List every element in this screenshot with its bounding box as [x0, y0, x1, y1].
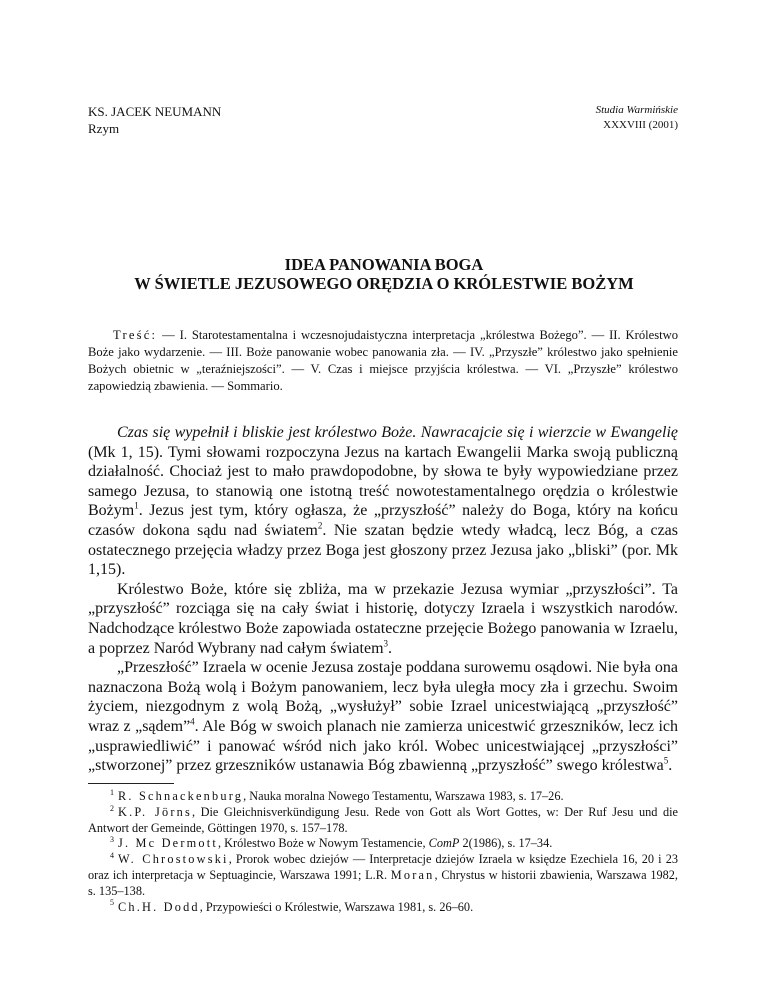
paragraph-3: „Przeszłość” Izraela w ocenie Jezusa zostaje poddana surowemu osądowi. Nie była ona naznaczona Bożą wolą i Bożym panowaniem, lecz była uległa mocy zła i grzechu. Swoim życiem, niezgodnym z wolą Bożą, „wysłużył” sobie Izrael unicestwiającą „przyszłość” wraz z „sądem”$^4$. Ale Bóg w swoich planach nie zamierza unicestwić grzeszników, lecz ich „usprawiedliwić” i panować wśród nich jako król. Wobec unicestwiającej „przyszłości” „stworzonej” przez grzeszników ustanawia Bóg zbawienną „przyszłość” swego królestwa$^5$. — [88, 659, 678, 775]
footnote-divider — [88, 783, 174, 784]
opening-quote: Czas się wypełnił i bliskie jest królestwo Boże. Nawracajcie się i wierzcie w Ewangelię — [117, 424, 678, 441]
journal-name: Studia Warmińskie — [595, 104, 678, 116]
footnotes — [88, 789, 678, 915]
footnote-ref-4: 4 — [190, 716, 195, 727]
author-name: KS. JACEK NEUMANN — [88, 104, 222, 119]
contents-label: Treść: — [113, 328, 158, 342]
footnote-ref-2: 2 — [317, 520, 323, 531]
contents-text: — I. Starotestamentalna i wczesnojudaistyczna interpretacja „królestwa Bożego”. — II. Królestwo Boże jako wydarzenie. — III. Boże panowanie wobec panowania zła. — IV. „Przyszłe” królestwo jako spełnienie Bożych obietnic w „teraźniejszości”. — V. Czas i miejsce przyjścia królestwa. — VI. „Przyszłe” królestwo zapowiedzią zbawienia. — Sommario. — [88, 328, 678, 393]
footnote-2: $^2$ K.P. Jörns, Die Gleichnisverkündigung Jesu. Rede von Gott als Wort Gottes, w: Der Ruf Jesu und die Antwort der Gemeinde, Göttingen 1970, s. 157–178. — [88, 803, 678, 835]
paragraph-2: Królestwo Boże, które się zbliża, ma w przekazie Jezusa wymiar „przyszłości”. Ta „przyszłość” rozciąga się na cały świat i historię, dotyczy Izraela i wszystkich narodów. Nadchodzące królestwo Boże zapowiada ostateczne przejęcie Bożego panowania w Izraelu, a poprzez Naród Wybrany nad całym światem$^3$. — [88, 580, 678, 657]
header-left — [88, 103, 221, 137]
article-body — [88, 423, 678, 776]
footnote-4: $^4$ W. Chrostowski, Prorok wobec dziejów — Interpretacje dziejów Izraela w księdze Ezechiela 16, 20 i 23 oraz ich interpretacja w Septuagincie, Warszawa 1991; L.R. Moran, Chrystus w historii zbawienia, Warszawa 1982, s. 135–138. — [88, 851, 678, 898]
footnote-ref-1: 1 — [134, 501, 139, 512]
header-right — [596, 103, 678, 133]
title-line-2: W ŚWIETLE JEZUSOWEGO ORĘDZIA O KRÓLESTWIE BOŻYM — [134, 274, 634, 293]
footnote-ref-5: 5 — [663, 755, 669, 766]
article-title — [60, 255, 708, 293]
table-of-contents — [88, 327, 678, 395]
footnote-1: $^1$ R. Schnackenburg, Nauka moralna Nowego Testamentu, Warszawa 1983, s. 17–26. — [110, 787, 564, 803]
journal-volume: XXXVIII (2001) — [603, 119, 678, 131]
footnote-ref-3: 3 — [383, 638, 389, 649]
paragraph-1: Czas się wypełnił i bliskie jest królestwo Boże. Nawracajcie się i wierzcie w Ewangelię (Mk 1, 15). Tymi słowami rozpoczyna Jezus na kartach Ewangelii Marka swoją publiczną działalność. Chociaż jest to mało prawdopodobne, by słowa te były wypowiedziane przez samego Jezusa, to stanowią one istotną treść nowotestamentalnego orędzia o królestwie Bożym$^1$. Jezus jest tym, który ogłasza, że „przyszłość” należy do Boga, który na końcu czasów dokona sądu nad światem$^2$. Nie szatan będzie wtedy władcą, lecz Bóg, a czas ostatecznego przejęcia władzy przez Boga jest głoszony przez Jezusa jako „bliski” (por. Mk 1,15). — [88, 424, 679, 579]
title-line-1: IDEA PANOWANIA BOGA — [284, 255, 484, 274]
author-city: Rzym — [88, 121, 120, 136]
footnote-3: $^3$ J. Mc Dermott, Królestwo Boże w Nowym Testamencie, ComP 2(1986), s. 17–34. — [110, 835, 553, 851]
footnote-5: $^5$ Ch.H. Dodd, Przypowieści o Królestwie, Warszawa 1981, s. 26–60. — [110, 898, 474, 914]
